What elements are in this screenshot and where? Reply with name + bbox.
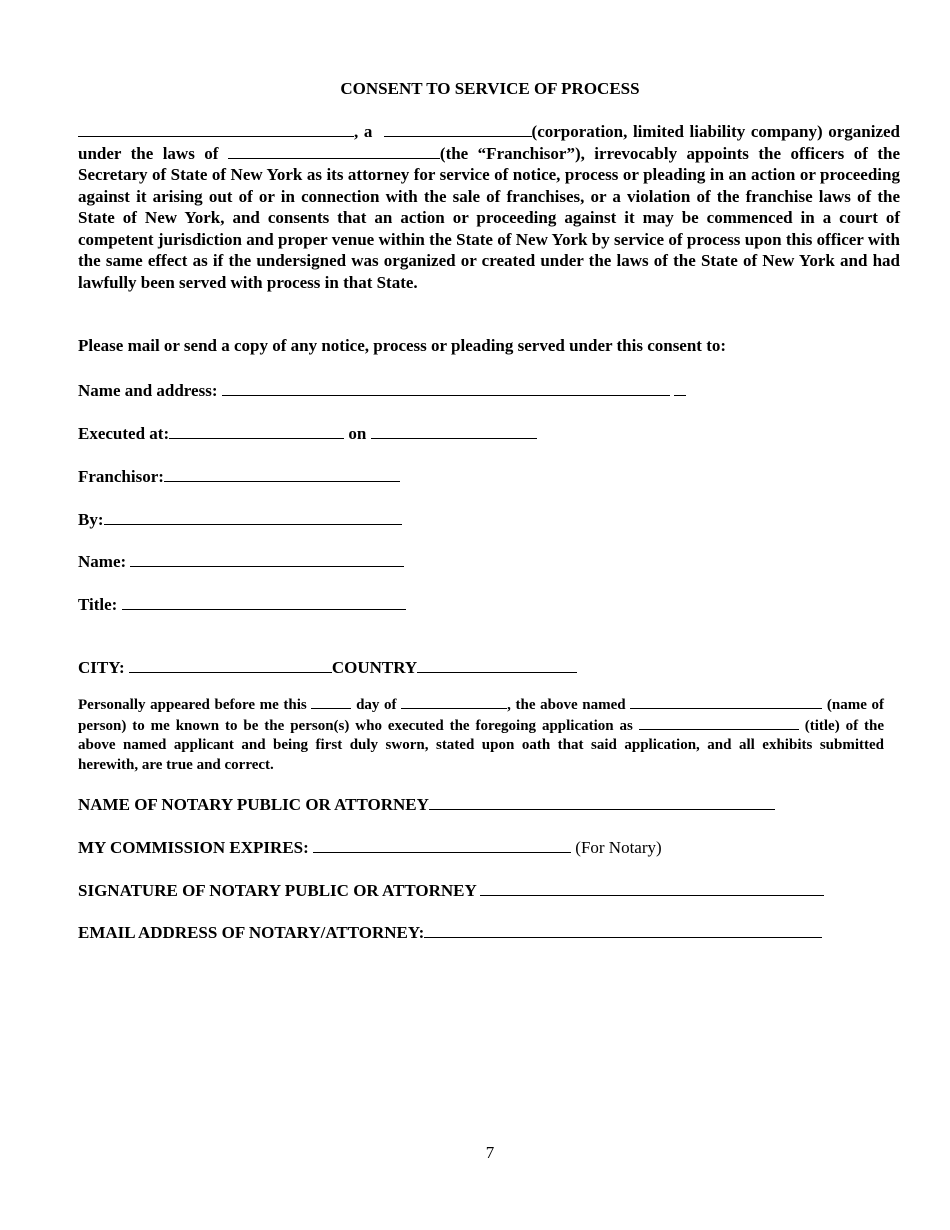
consent-paragraph <box>78 121 900 293</box>
person-title-line[interactable] <box>639 716 799 730</box>
executed-at-label: Executed at: <box>78 424 170 443</box>
month-line[interactable] <box>401 695 507 709</box>
notary-signature-line[interactable] <box>480 879 824 896</box>
name-address-line[interactable] <box>222 379 670 396</box>
commission-label: MY COMMISSION EXPIRES: <box>78 838 309 857</box>
entity-types-text: (corporation, limited liability company) <box>531 122 823 141</box>
notary-acknowledgment-paragraph <box>78 695 884 776</box>
city-country-row <box>78 656 577 678</box>
name-address-line-end <box>674 379 686 396</box>
franchisor-row <box>78 465 400 487</box>
company-name-blank[interactable] <box>78 121 354 137</box>
notary-name-row <box>78 793 775 815</box>
name-row <box>78 550 404 572</box>
person-name-line[interactable] <box>630 695 822 709</box>
title-row <box>78 593 406 615</box>
executed-row <box>78 422 537 444</box>
name-line[interactable] <box>130 550 404 567</box>
name-of-person-text: (name of person) to me known to be the person(s) who executed the foregoing application as <box>78 697 885 734</box>
city-label: CITY: <box>78 658 125 677</box>
name-address-row <box>78 379 686 401</box>
notary-email-label: EMAIL ADDRESS OF NOTARY/ATTORNEY: <box>78 923 425 942</box>
franchisor-label: Franchisor: <box>78 467 164 486</box>
franchisor-line[interactable] <box>164 465 400 482</box>
by-label: By: <box>78 510 104 529</box>
for-notary-text: (For Notary) <box>575 838 662 857</box>
comma-a-text: , a <box>354 122 373 141</box>
name-address-label: Name and address: <box>78 381 218 400</box>
consent-body-text: officers of the Secretary of State of New York as its attorney for service of notice, process or pleading in an action or proceeding against it arising out of or in connection with the sale of franchises, or a violation of the franchise laws of the State of New York, and consents that an action or proceeding against it may be commenced in a court of competent jurisdiction and proper venue within the State of New York by service of process upon this officer with the same effect as if the undersigned was organized or created under the laws of the State of New York and had lawfully been served with process in that State. <box>78 143 900 292</box>
notary-email-line[interactable] <box>424 921 822 938</box>
notary-name-label: NAME OF NOTARY PUBLIC OR ATTORNEY <box>78 795 429 814</box>
country-line[interactable] <box>417 656 577 673</box>
document-title: CONSENT TO SERVICE OF PROCESS <box>340 79 640 98</box>
commission-row <box>78 836 662 858</box>
organized-under-text: organized under the laws of <box>78 122 901 163</box>
day-of-text: day of <box>356 697 397 713</box>
page-number: 7 <box>485 1143 495 1162</box>
notary-signature-row <box>78 879 824 901</box>
appeared-text: Personally appeared before me this <box>78 697 307 713</box>
entity-type-blank[interactable] <box>384 121 532 137</box>
city-line[interactable] <box>129 656 332 673</box>
notary-name-line[interactable] <box>429 793 775 810</box>
mail-instruction: Please mail or send a copy of any notice, process or pleading served under this consent to: <box>78 336 727 355</box>
name-label: Name: <box>78 552 127 571</box>
commission-line[interactable] <box>313 836 571 853</box>
executed-at-line[interactable] <box>169 422 344 439</box>
by-line[interactable] <box>104 508 402 525</box>
day-line[interactable] <box>311 695 351 709</box>
state-of-organization-blank[interactable] <box>228 143 440 159</box>
title-line[interactable] <box>122 593 406 610</box>
executed-date-line[interactable] <box>371 422 537 439</box>
title-label: Title: <box>78 595 118 614</box>
by-row <box>78 508 402 530</box>
on-label: on <box>348 424 367 443</box>
notary-email-row <box>78 921 822 943</box>
franchisor-appoint-text: (the “Franchisor”), irrevocably appoints the <box>439 143 782 163</box>
country-label: COUNTRY <box>331 658 418 677</box>
above-named-text: , the above named <box>507 697 626 713</box>
document-page <box>78 0 902 1230</box>
title-oath-text: (title) of the above named applicant and being first duly sworn, stated upon oath that said application, and all exhibits submitted herewith, are true and correct. <box>78 717 885 774</box>
notary-signature-label: SIGNATURE OF NOTARY PUBLIC OR ATTORNEY <box>78 881 477 900</box>
